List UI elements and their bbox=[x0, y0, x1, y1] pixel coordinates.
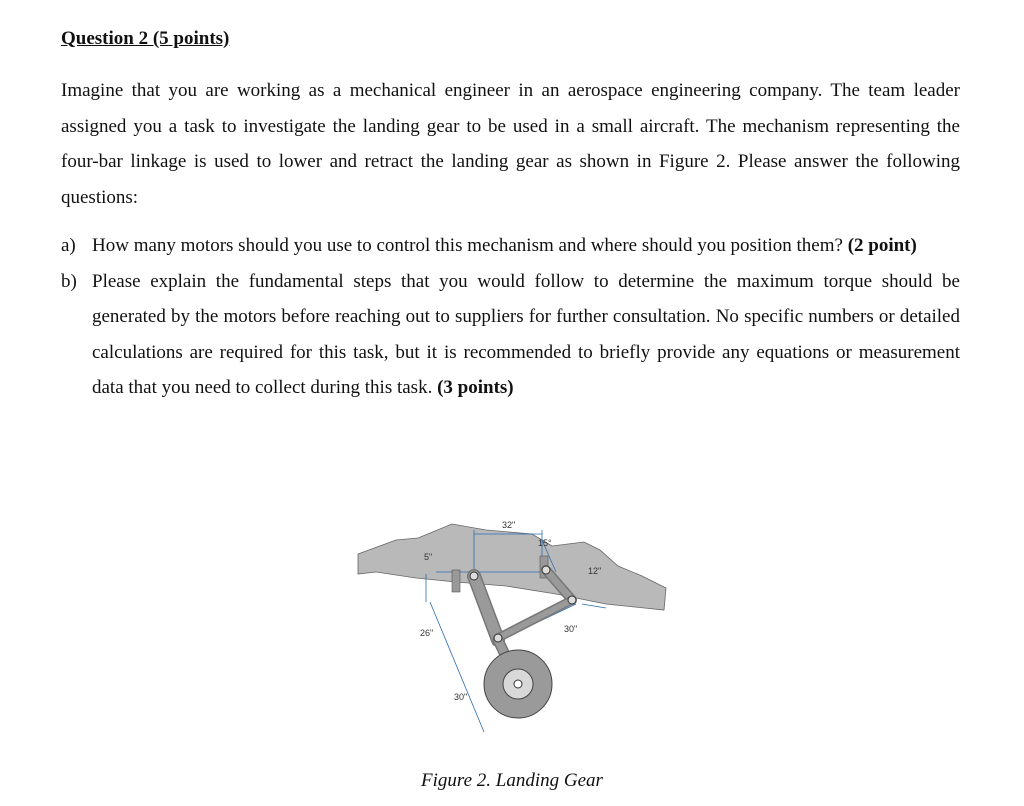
wheel-hub bbox=[514, 680, 522, 688]
figure-caption: Figure 2. Landing Gear bbox=[421, 770, 603, 791]
dim-left-offset: 5" bbox=[424, 552, 433, 562]
left-mount bbox=[452, 570, 460, 592]
question-parts bbox=[61, 228, 960, 406]
part-b-points: (3 points) bbox=[437, 377, 514, 398]
question-part-a bbox=[61, 228, 960, 264]
part-a-marker: a) bbox=[61, 235, 76, 256]
part-b-text: Please explain the fundamental steps that you would follow to determine the maximum torque should be generated by the motors before reaching out to suppliers for further consultation. No specific numbers or detailed calculations are required for this task, but it is recommended to briefly provide any equations or measurement data that you need to collect during this task. bbox=[92, 270, 960, 398]
part-a-points: (2 point) bbox=[847, 235, 917, 256]
question-intro: Imagine that you are working as a mechanical engineer in an aerospace engineering company. The team leader assigned you a task to investigate the landing gear to be used in a small aircraft. The mechanism representing the four-bar linkage is used to lower and retract the landing gear as shown in Figure 2. Please answer the following questions: bbox=[61, 80, 960, 208]
dim-left-height: 26" bbox=[420, 628, 434, 638]
dim-angle: 15° bbox=[538, 538, 552, 548]
part-b-marker: b) bbox=[61, 270, 77, 292]
landing-gear-figure bbox=[356, 512, 670, 738]
dim-strut: 30" bbox=[454, 692, 468, 702]
fuselage-shape bbox=[358, 524, 666, 610]
question-part-b bbox=[61, 264, 960, 406]
question-title: Question 2 (5 points) bbox=[61, 28, 230, 49]
part-a-text: How many motors should you use to control this mechanism and where should you position them? bbox=[92, 235, 843, 256]
dim-bottom-link: 30" bbox=[564, 624, 578, 634]
dim-top-span: 32" bbox=[502, 520, 516, 530]
landing-gear-diagram bbox=[356, 512, 670, 738]
dim-right-link: 12" bbox=[588, 566, 602, 576]
